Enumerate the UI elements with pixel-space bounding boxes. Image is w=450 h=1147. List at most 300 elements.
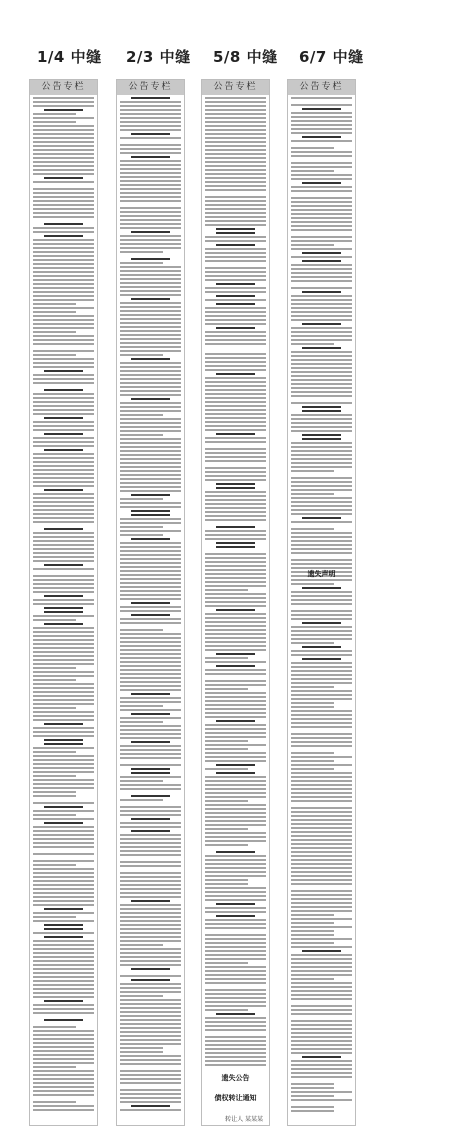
text-line — [33, 441, 94, 443]
text-line — [120, 590, 181, 592]
text-line — [302, 291, 342, 293]
text-line — [131, 258, 171, 260]
text-line — [33, 1030, 94, 1032]
text-line — [205, 879, 248, 881]
text-line — [205, 216, 266, 218]
text-line — [205, 934, 266, 936]
column-body — [202, 95, 269, 1070]
text-line — [33, 327, 94, 329]
text-line — [120, 530, 181, 532]
text-line — [120, 1093, 181, 1095]
text-line — [120, 390, 181, 392]
text-line — [205, 625, 266, 627]
text-line — [33, 243, 94, 245]
text-line — [291, 970, 352, 972]
text-line — [120, 326, 181, 328]
text-line — [44, 743, 84, 745]
text-line — [205, 267, 266, 269]
label-col-2: 2/3 中缝 — [126, 48, 191, 66]
text-line — [205, 895, 266, 897]
text-line — [120, 872, 181, 874]
text-line — [33, 548, 94, 550]
text-line — [205, 887, 266, 889]
text-line — [120, 286, 181, 288]
text-line — [205, 637, 266, 639]
text-line — [205, 1040, 266, 1042]
text-line — [120, 1082, 181, 1084]
text-line — [33, 846, 94, 848]
text-line — [33, 775, 76, 777]
text-line — [33, 703, 94, 705]
text-line — [120, 152, 181, 154]
text-line — [291, 938, 352, 940]
text-line — [291, 343, 334, 345]
text-line — [33, 397, 94, 399]
text-line — [291, 240, 352, 242]
text-line — [205, 323, 266, 325]
text-line — [33, 579, 94, 581]
text-line — [33, 259, 94, 261]
column-body — [288, 95, 355, 1116]
text-line — [205, 680, 266, 682]
text-line — [205, 307, 266, 309]
text-line — [291, 726, 352, 728]
text-line — [120, 1059, 181, 1061]
text-line — [291, 710, 352, 712]
text-line — [291, 280, 352, 282]
text-line — [120, 912, 181, 914]
text-line — [291, 800, 352, 802]
text-line — [33, 469, 94, 471]
text-line — [120, 948, 181, 950]
text-line — [33, 149, 94, 151]
text-line — [33, 161, 94, 163]
text-line — [291, 626, 352, 628]
text-line — [291, 112, 352, 114]
text-line — [291, 418, 352, 420]
text-line — [205, 824, 266, 826]
text-line — [33, 711, 94, 713]
text-line — [33, 497, 94, 499]
text-line — [33, 619, 76, 621]
text-line — [205, 369, 266, 371]
text-line — [120, 314, 181, 316]
text-line — [291, 339, 352, 341]
text-line — [120, 346, 181, 348]
text-line — [33, 295, 94, 297]
text-line — [216, 244, 256, 246]
text-line — [205, 121, 266, 123]
text-line — [33, 1090, 94, 1092]
text-line — [33, 323, 94, 325]
text-line — [205, 704, 266, 706]
text-line — [205, 1005, 266, 1007]
text-line — [33, 1074, 94, 1076]
text-line — [33, 457, 94, 459]
text-line — [205, 471, 266, 473]
text-line — [44, 806, 84, 808]
text-line — [33, 691, 94, 693]
text-line — [120, 995, 163, 997]
text-line — [33, 1038, 94, 1040]
text-line — [120, 1039, 181, 1041]
text-line — [33, 501, 94, 503]
text-line — [120, 350, 181, 352]
text-line — [44, 1019, 84, 1021]
text-line — [120, 522, 181, 524]
text-line — [120, 342, 181, 344]
column-body — [117, 95, 184, 1115]
text-line — [33, 912, 94, 914]
text-line — [291, 450, 352, 452]
text-line — [33, 513, 94, 515]
text-line — [291, 327, 352, 329]
text-line — [33, 117, 94, 119]
text-line — [120, 598, 181, 600]
text-line — [205, 752, 266, 754]
text-line — [205, 1017, 266, 1019]
text-line — [205, 401, 266, 403]
text-line — [44, 109, 84, 111]
text-line — [33, 544, 94, 546]
text-line — [33, 643, 94, 645]
text-line — [205, 311, 266, 313]
text-line — [291, 104, 352, 106]
text-line — [216, 851, 256, 853]
text-line — [205, 812, 266, 814]
text-line — [120, 701, 181, 703]
text-line — [205, 357, 266, 359]
text-line — [120, 184, 181, 186]
text-line — [33, 521, 94, 523]
text-line — [33, 1094, 94, 1096]
text-line — [33, 980, 94, 982]
text-line — [44, 528, 84, 530]
label-col-1: 1/4 中缝 — [37, 48, 102, 66]
text-line — [205, 417, 266, 419]
text-line — [120, 566, 181, 568]
text-line — [291, 990, 352, 992]
text-line — [120, 665, 181, 667]
text-line — [302, 434, 342, 436]
text-line — [205, 256, 266, 258]
text-line — [205, 169, 266, 171]
text-line — [33, 635, 94, 637]
text-line — [120, 637, 181, 639]
text-line — [205, 844, 248, 846]
text-line — [291, 532, 352, 534]
text-line — [291, 264, 352, 266]
text-line — [291, 610, 352, 612]
text-line — [291, 295, 352, 297]
text-line — [33, 366, 94, 368]
text-line — [33, 972, 94, 974]
text-line — [120, 101, 181, 103]
text-line — [33, 291, 94, 293]
text-line — [291, 855, 352, 857]
text-line — [291, 497, 352, 499]
text-line — [120, 932, 181, 934]
text-line — [302, 517, 342, 519]
text-line — [205, 1036, 266, 1038]
text-line — [205, 712, 266, 714]
text-line — [205, 561, 266, 563]
text-line — [33, 113, 76, 115]
text-line — [205, 840, 266, 842]
text-line — [120, 498, 163, 500]
text-line — [120, 964, 181, 966]
text-line — [33, 940, 94, 942]
text-line — [205, 181, 266, 183]
text-line — [120, 418, 181, 420]
text-line — [120, 669, 181, 671]
text-line — [291, 528, 334, 530]
text-line — [205, 196, 266, 198]
text-line — [120, 725, 181, 727]
text-line — [33, 307, 94, 309]
text-line — [291, 268, 352, 270]
text-line — [33, 409, 94, 411]
text-line — [291, 741, 352, 743]
text-line — [291, 618, 352, 620]
text-line — [291, 501, 352, 503]
text-line — [205, 299, 266, 301]
text-line — [120, 960, 181, 962]
text-line — [33, 133, 94, 135]
text-line — [44, 623, 84, 625]
text-line — [205, 479, 266, 481]
text-line — [33, 814, 76, 816]
text-line — [205, 260, 266, 262]
text-line — [205, 534, 266, 536]
text-line — [131, 510, 171, 512]
text-line — [120, 1003, 181, 1005]
text-line — [291, 630, 352, 632]
newspaper-column-1 — [29, 79, 98, 1126]
text-line — [291, 426, 352, 428]
text-line — [205, 923, 266, 925]
text-line — [291, 303, 352, 305]
text-line — [205, 557, 266, 559]
text-line — [33, 795, 76, 797]
text-line — [205, 728, 266, 730]
text-line — [33, 354, 76, 356]
text-line — [120, 458, 181, 460]
text-line — [33, 453, 94, 455]
text-line — [44, 449, 84, 451]
text-line — [33, 731, 94, 733]
text-line — [33, 1012, 94, 1014]
text-line — [205, 177, 266, 179]
text-line — [120, 306, 181, 308]
text-line — [302, 587, 342, 589]
text-line — [291, 162, 352, 164]
text-line — [291, 225, 352, 227]
text-line — [33, 200, 94, 202]
text-line — [216, 1013, 256, 1015]
text-line — [291, 1106, 334, 1108]
text-line — [120, 842, 181, 844]
text-line — [216, 609, 256, 611]
text-line — [131, 741, 171, 743]
text-line — [216, 483, 256, 485]
text-line — [120, 1015, 181, 1017]
text-line — [291, 1060, 352, 1062]
text-line — [205, 385, 266, 387]
text-line — [291, 521, 352, 523]
column-body — [30, 95, 97, 1115]
text-line — [291, 614, 352, 616]
text-line — [205, 688, 248, 690]
text-line — [291, 299, 352, 301]
text-line — [302, 182, 342, 184]
text-line — [205, 157, 266, 159]
text-line — [33, 1026, 76, 1028]
text-line — [291, 827, 352, 829]
newspaper-column-2 — [116, 79, 185, 1126]
text-line — [33, 932, 94, 934]
text-line — [291, 930, 334, 932]
text-line — [33, 783, 94, 785]
text-line — [291, 170, 334, 172]
text-line — [33, 165, 94, 167]
text-line — [120, 622, 181, 624]
text-line — [120, 749, 181, 751]
text-line — [120, 884, 181, 886]
text-line — [205, 938, 266, 940]
text-line — [291, 879, 352, 881]
text-line — [291, 898, 352, 900]
text-line — [120, 282, 181, 284]
text-line — [131, 768, 171, 770]
text-line — [205, 319, 266, 321]
text-line — [120, 1023, 181, 1025]
text-line — [205, 389, 266, 391]
text-line — [302, 252, 342, 254]
text-line — [205, 208, 266, 210]
text-line — [33, 153, 94, 155]
text-line — [291, 638, 352, 640]
text-line — [33, 315, 94, 317]
text-line — [302, 622, 342, 624]
text-line — [205, 519, 266, 521]
text-line — [291, 756, 352, 758]
text-line — [216, 487, 256, 489]
text-line — [33, 952, 94, 954]
text-line — [120, 854, 181, 856]
text-line — [205, 756, 266, 758]
text-line — [120, 888, 181, 890]
label-col-4: 6/7 中缝 — [299, 48, 364, 66]
text-line — [205, 899, 266, 901]
text-line — [33, 101, 94, 103]
text-line — [33, 141, 94, 143]
text-line — [291, 166, 352, 168]
text-line — [291, 823, 352, 825]
text-line — [33, 493, 94, 495]
text-line — [131, 1105, 171, 1107]
text-line — [33, 892, 94, 894]
text-line — [120, 200, 181, 202]
text-line — [205, 405, 266, 407]
text-line — [120, 196, 181, 198]
text-line — [33, 339, 94, 341]
text-line — [120, 1063, 181, 1065]
text-line — [120, 788, 181, 790]
text-line — [120, 478, 181, 480]
text-line — [291, 462, 352, 464]
text-line — [33, 802, 94, 804]
text-line — [120, 410, 181, 412]
text-line — [120, 121, 181, 123]
text-line — [33, 992, 94, 994]
text-line — [205, 189, 266, 191]
text-line — [131, 968, 171, 970]
text-line — [291, 986, 352, 988]
text-line — [205, 692, 266, 694]
text-line — [33, 695, 94, 697]
text-line — [205, 875, 266, 877]
text-line — [120, 125, 181, 127]
text-line — [33, 1082, 94, 1084]
text-line — [291, 402, 352, 404]
text-line — [33, 208, 94, 210]
text-line — [291, 1024, 352, 1026]
text-line — [120, 406, 181, 408]
text-line — [205, 553, 266, 555]
text-line — [33, 1062, 94, 1064]
text-line — [120, 160, 181, 162]
text-line — [33, 196, 94, 198]
text-line — [33, 818, 94, 820]
text-line — [44, 723, 84, 725]
text-line — [33, 169, 94, 171]
text-line — [291, 97, 352, 99]
text-line — [291, 319, 352, 321]
text-line — [33, 838, 94, 840]
text-line — [120, 570, 181, 572]
text-line — [33, 473, 94, 475]
text-line — [120, 270, 181, 272]
text-line — [120, 235, 181, 237]
text-line — [291, 674, 352, 676]
text-line — [205, 212, 266, 214]
text-line — [33, 988, 94, 990]
text-line — [302, 950, 342, 952]
text-line — [205, 425, 266, 427]
text-line — [120, 653, 181, 655]
text-line — [120, 999, 181, 1001]
text-line — [205, 1021, 266, 1023]
text-line — [205, 820, 266, 822]
text-line — [205, 958, 266, 960]
text-line — [120, 462, 181, 464]
text-line — [33, 864, 76, 866]
text-line — [33, 916, 76, 918]
text-line — [33, 1054, 94, 1056]
text-line — [33, 97, 94, 99]
column-header: 公告专栏 — [117, 80, 184, 95]
text-line — [33, 425, 94, 427]
text-line — [291, 583, 334, 585]
text-line — [291, 835, 352, 837]
text-line — [120, 944, 163, 946]
text-line — [33, 188, 94, 190]
text-line — [33, 763, 94, 765]
text-line — [33, 283, 94, 285]
text-line — [291, 355, 352, 357]
text-line — [120, 610, 181, 612]
